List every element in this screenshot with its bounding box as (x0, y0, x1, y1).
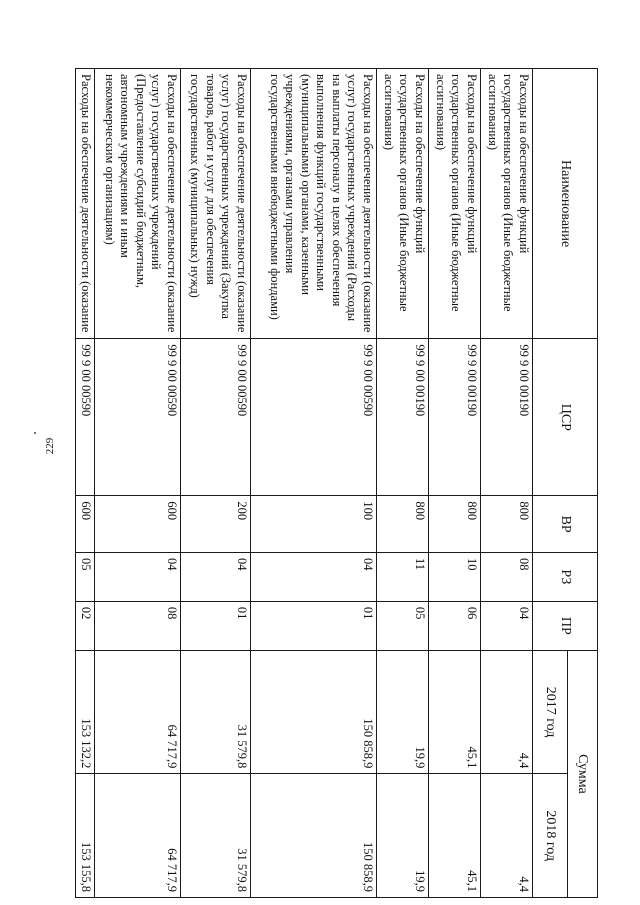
header-sum: Сумма (568, 650, 598, 897)
header-year-2018: 2018 год (533, 774, 568, 898)
table-row (429, 69, 481, 898)
row-csr: 99 9 00 00590 (76, 339, 95, 496)
header-vr: ВР (533, 496, 598, 553)
row-name: Расходы на обеспечение деятельности (оказание услуг) государственных учреждений (Закупка товаров, работ и услуг для обеспечения государственных (муниципальных) нужд) (181, 69, 251, 339)
row-name: Расходы на обеспечение деятельности (оказание услуг) государственных учреждений (Предоставление субсидий бюджетным, автономным учреждениям и иным некоммерческим организациям) (95, 69, 181, 339)
header-row-1 (568, 69, 598, 898)
table-row (95, 69, 181, 898)
row-pr: 06 (429, 601, 481, 650)
row-sum-2017: 64 717,9 (95, 650, 181, 774)
row-sum-2017: 45,1 (429, 650, 481, 774)
table-row (251, 69, 377, 898)
row-rz: 05 (76, 552, 95, 601)
row-csr: 99 9 00 00590 (95, 339, 181, 496)
header-pr: ПР (533, 601, 598, 650)
row-csr: 99 9 00 00190 (481, 339, 533, 496)
row-sum-2018: 4,4 (481, 774, 533, 898)
row-csr: 99 9 00 00190 (429, 339, 481, 496)
row-rz: 10 (429, 552, 481, 601)
row-csr: 99 9 00 00590 (181, 339, 251, 496)
header-rz: РЗ (533, 552, 598, 601)
row-sum-2018: 153 155,8 (76, 774, 95, 898)
row-rz: 08 (481, 552, 533, 601)
table-row (181, 69, 251, 898)
row-sum-2017: 19,9 (377, 650, 429, 774)
row-name: Расходы на обеспечение деятельности (оказание услуг) государственных учреждений (Расходы на выплаты персоналу в целях обеспечения выполнения функций государственными (муниципальными) органами, казенными учреждениями, органами управления государственными внебюджетными фондами) (251, 69, 377, 339)
row-vr: 600 (95, 496, 181, 553)
table-row (481, 69, 533, 898)
budget-table (76, 68, 599, 898)
table-row (377, 69, 429, 898)
row-pr: 04 (481, 601, 533, 650)
row-sum-2018: 64 717,9 (95, 774, 181, 898)
row-sum-2017: 150 858,9 (251, 650, 377, 774)
row-name: Расходы на обеспечение функций государственных органов (Иные бюджетные ассигнования) (377, 69, 429, 339)
row-sum-2017: 153 132,2 (76, 650, 95, 774)
scan-speck (34, 432, 36, 434)
row-sum-2018: 19,9 (377, 774, 429, 898)
row-sum-2018: 31 579,8 (181, 774, 251, 898)
row-sum-2017: 31 579,8 (181, 650, 251, 774)
table-row (76, 69, 95, 898)
row-csr: 99 9 00 00590 (251, 339, 377, 496)
row-name: Расходы на обеспечение функций государственных органов (Иные бюджетные ассигнования) (429, 69, 481, 339)
row-sum-2018: 45,1 (429, 774, 481, 898)
header-name: Наименование (533, 69, 598, 339)
row-vr: 600 (76, 496, 95, 553)
row-vr: 800 (481, 496, 533, 553)
row-vr: 200 (181, 496, 251, 553)
row-rz: 04 (95, 552, 181, 601)
row-name: Расходы на обеспечение деятельности (оказание (76, 69, 95, 339)
row-pr: 02 (76, 601, 95, 650)
row-vr: 800 (377, 496, 429, 553)
row-pr: 05 (377, 601, 429, 650)
row-pr: 08 (95, 601, 181, 650)
row-rz: 04 (181, 552, 251, 601)
row-rz: 04 (251, 552, 377, 601)
row-csr: 99 9 00 00190 (377, 339, 429, 496)
row-name: Расходы на обеспечение функций государственных органов (Иные бюджетные ассигнования) (481, 69, 533, 339)
row-vr: 100 (251, 496, 377, 553)
row-pr: 01 (181, 601, 251, 650)
row-sum-2018: 150 858,9 (251, 774, 377, 898)
row-vr: 800 (429, 496, 481, 553)
row-rz: 11 (377, 552, 429, 601)
header-year-2017: 2017 год (533, 650, 568, 774)
header-csr: ЦСР (533, 339, 598, 496)
page-number: 229 (44, 437, 56, 455)
rotated-page-content (79, 68, 598, 898)
row-sum-2017: 4,4 (481, 650, 533, 774)
row-pr: 01 (251, 601, 377, 650)
